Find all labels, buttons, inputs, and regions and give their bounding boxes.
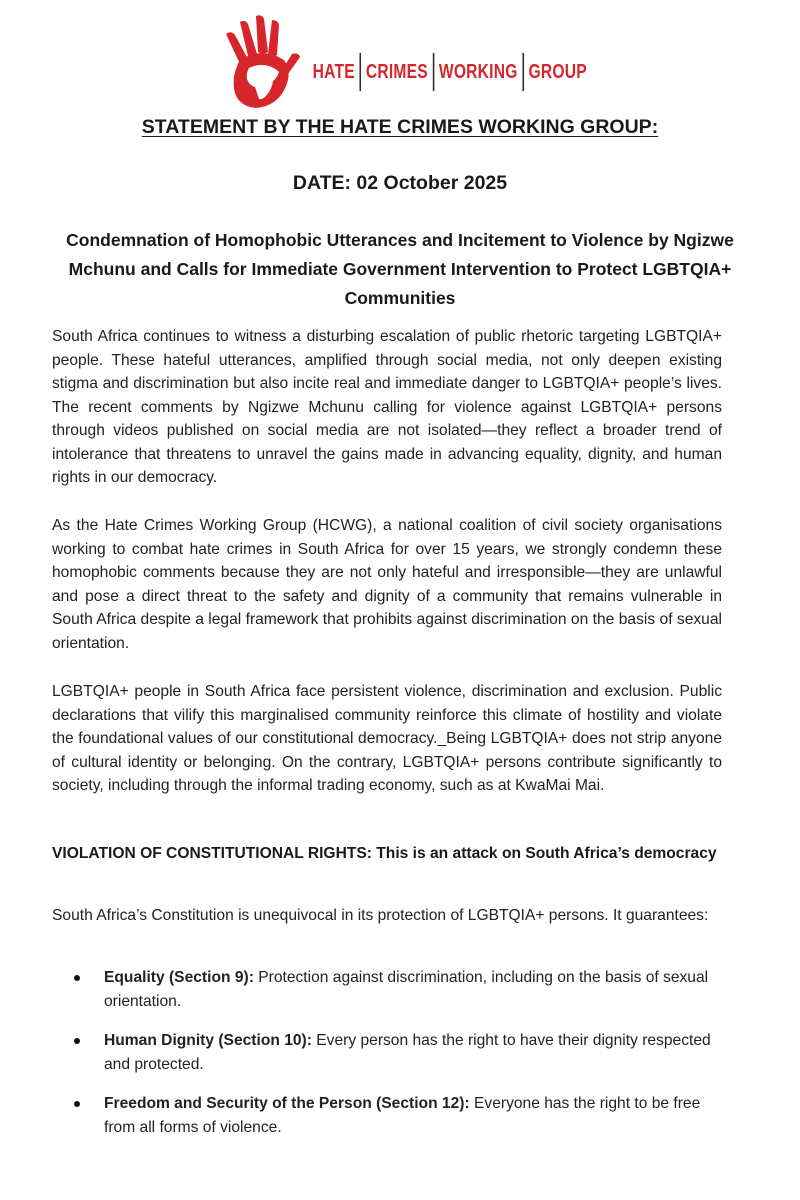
bullet-icon xyxy=(74,1101,80,1107)
body-paragraph-2: As the Hate Crimes Working Group (HCWG), a national coalition of civil society organisations working to combat hate crimes in South Africa for over 15 years, we strongly condemn these homophobic comments because they are not only hateful and irresponsible—they are unlawful and pose a direct threat to the safety and dignity of a community that remains vulnerable in South Africa despite a legal framework that prohibits against discrimination on the basis of sexual orientation. xyxy=(52,517,722,652)
right-label: Freedom and Security of the Person (Section 12): xyxy=(104,1095,474,1112)
logo-wordmark xyxy=(308,52,592,92)
logo-word-hate: HATE xyxy=(312,60,355,83)
right-label: Equality (Section 9): xyxy=(104,969,259,986)
red-handprint-africa-icon xyxy=(216,14,308,110)
right-text: Everyone has the right to be free from all forms of violence. xyxy=(104,1095,701,1136)
hcwg-logo xyxy=(216,14,616,114)
rights-list xyxy=(52,966,732,1139)
bullet-icon xyxy=(74,1038,80,1044)
list-item xyxy=(52,1092,732,1139)
statement-title: STATEMENT BY THE HATE CRIMES WORKING GROUP: xyxy=(141,116,659,138)
right-text: Every person has the right to have their dignity respected and protected. xyxy=(104,1032,711,1073)
bullet-icon xyxy=(74,975,80,981)
statement-headline: Condemnation of Homophobic Utterances and Incitement to Violence by Ngizwe Mchunu and Calls for Immediate Government Intervention to Protect LGBTQIA+ Communities xyxy=(66,230,734,308)
right-label: Human Dignity (Section 10): xyxy=(104,1032,317,1049)
section-heading: VIOLATION OF CONSTITUTIONAL RIGHTS: This is an attack on South Africa’s democracy xyxy=(52,845,717,862)
body-paragraph-3: LGBTQIA+ people in South Africa face persistent violence, discrimination and exclusion. Public declarations that vilify this marginalised community reinforce this climate of hostility and violate the foundational values of our constitutional democracy._Being LGBTQIA+ does not strip anyone of cultural identity or belonging. On the contrary, LGBTQIA+ persons contribute significantly to society, including through the informal trading economy, such as at KwaMai Mai. xyxy=(52,683,722,794)
logo-word-working: WORKING xyxy=(438,60,518,83)
list-item xyxy=(52,966,732,1013)
section-intro: South Africa’s Constitution is unequivocal in its protection of LGBTQIA+ persons. It guarantees: xyxy=(52,907,709,924)
statement-date: DATE: 02 October 2025 xyxy=(292,172,508,194)
list-item xyxy=(52,1029,732,1076)
logo-word-group: GROUP xyxy=(528,60,587,83)
right-text: Protection against discrimination, including on the basis of sexual orientation. xyxy=(104,969,709,1010)
body-paragraph-1: South Africa continues to witness a disturbing escalation of public rhetoric targeting LGBTQIA+ people. These hateful utterances, amplified through social media, not only deepen existing stigma and discrimination but also incite real and immediate danger to LGBTQIA+ people’s lives. The recent comments by Ngizwe Mchunu calling for violence against LGBTQIA+ persons through videos published on social media are not isolated—they reflect a broader trend of intolerance that threatens to unravel the gains made in advancing equality, dignity, and human rights in our democracy. xyxy=(52,328,722,486)
logo-word-crimes: CRIMES xyxy=(365,60,428,83)
